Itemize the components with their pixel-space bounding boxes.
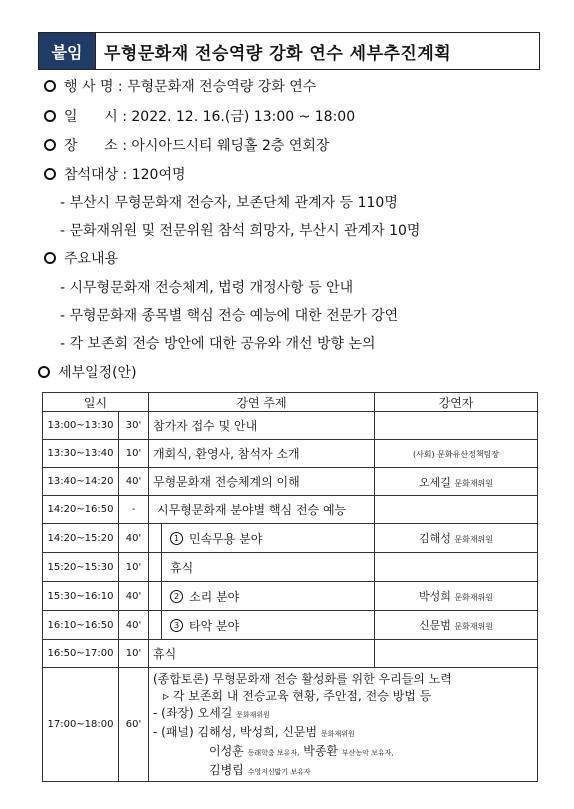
table-row: 13:30~13:40 10' 개회식, 환영사, 참석자 소개 (사회) 문화유산정책팀장 xyxy=(43,440,538,468)
date-line: 일 시 : 2022. 12. 16.(금) 13:00 ~ 18:00 xyxy=(44,108,355,126)
main-content-heading: 주요내용 xyxy=(44,250,118,268)
panel-line: - (패널) 김해성, 박성희, 신문범 문화재위원 xyxy=(153,725,355,739)
panel-line-3: 김병립 수영지신밟기 보유자 xyxy=(209,763,311,777)
table-row: 16:10~16:50 40' 3 타악 분야 신문범 문화재위원 xyxy=(43,611,538,640)
speaker-name: 박성희 xyxy=(418,590,451,603)
attendee-detail-1: - 부산시 무형문화재 전승자, 보존단체 관계자 등 110명 xyxy=(60,195,398,211)
speaker-name: 김해성 xyxy=(418,532,451,545)
table-row: 13:00~13:30 30' 참가자 접수 및 안내 xyxy=(43,412,538,440)
schedule-heading: 세부일정(안) xyxy=(38,364,137,382)
speaker-name: 오세길 xyxy=(418,475,451,489)
event-place: 아시아드시티 웨딩홀 2층 연회장 xyxy=(131,138,330,154)
table-row: 15:20~15:30 10' 휴식 xyxy=(43,553,538,582)
table-row: 14:20~16:50 - 시무형문화재 분야별 핵심 전승 예능 xyxy=(43,496,538,524)
circle-bullet-icon xyxy=(44,139,56,151)
circle-bullet-icon xyxy=(44,252,56,264)
event-date: 2022. 12. 16.(금) 13:00 ~ 18:00 xyxy=(131,109,356,125)
discussion-title: (종합토론) 무형문화재 전승 활성화를 위한 우리들의 노력 xyxy=(153,672,452,686)
speaker-name: (사회) 문화유산정책팀장 xyxy=(412,450,500,459)
circle-bullet-icon xyxy=(44,110,56,122)
moderator-line: - (좌장) 오세길 문화재위원 xyxy=(153,706,270,720)
attachment-badge: 붙임 xyxy=(39,33,96,69)
main-content-1: - 시무형문화재 전승체계, 법령 개정사항 등 안내 xyxy=(60,280,354,296)
table-header-row xyxy=(43,393,538,412)
speaker-role: 문화재위원 xyxy=(454,535,494,544)
circle-bullet-icon xyxy=(44,80,56,92)
main-content-2: - 무형문화재 종목별 핵심 전승 예능에 대한 전문가 강연 xyxy=(60,308,399,324)
number-circle-icon: 1 xyxy=(170,532,183,545)
number-circle-icon: 3 xyxy=(170,619,183,632)
panel-line-2: 이성훈 동래학춤 보유자, 박종환 부산농악 보유자, xyxy=(209,744,394,758)
attendees-line: 참석대상 : 120여명 xyxy=(44,166,186,184)
table-row: 16:50~17:00 10' 휴식 xyxy=(43,640,538,668)
title-box xyxy=(38,32,540,70)
event-name: 무형문화재 전승역량 강화 연수 xyxy=(127,79,317,95)
main-content-3: - 각 보존회 전승 방안에 대한 공유와 개선 방향 논의 xyxy=(60,336,376,352)
header-speaker: 강연자 xyxy=(375,393,538,412)
document-title: 무형문화재 전승역량 강화 연수 세부추진계획 xyxy=(104,43,452,64)
attendee-detail-2: - 문화재위원 및 전문위원 참석 희망자, 부산시 관계자 10명 xyxy=(60,223,421,239)
circle-bullet-icon xyxy=(44,168,56,180)
header-topic: 강연 주제 xyxy=(149,393,375,412)
table-row: 13:40~14:20 40' 무형문화재 전승체계의 이해 오세길 문화재위원 xyxy=(43,468,538,496)
table-row-discussion: 17:00~18:00 60' (종합토론) 무형문화재 전승 활성화를 위한 우리들의 노력 ▹ 각 보존회 내 전승교육 현황, 주안점, 전승 방법 등 - (좌장) 오세길 문화재위원 - (패널) 김해성, 박성희, 신문범 문화재위원 이성훈 동래학춤 보유자, 박종환 부산농악 보유자, 김병립 수영지신밟기 보유자 xyxy=(43,668,538,782)
speaker-name: 신문범 xyxy=(418,619,451,632)
number-circle-icon: 2 xyxy=(170,590,183,603)
place-line: 장 소 : 아시아드시티 웨딩홀 2층 연회장 xyxy=(44,137,329,155)
schedule-table xyxy=(42,392,538,782)
discussion-subtopic: ▹ 각 보존회 내 전승교육 현황, 주안점, 전승 방법 등 xyxy=(163,689,432,703)
header-datetime: 일시 xyxy=(43,393,149,412)
speaker-role: 문화재위원 xyxy=(454,478,494,488)
circle-bullet-icon xyxy=(38,366,50,378)
table-row: 14:20~15:20 40' 1 민속무용 분야 김해성 문화재위원 xyxy=(43,524,538,553)
speaker-role: 문화재위원 xyxy=(454,593,494,602)
speaker-role: 문화재위원 xyxy=(454,622,494,631)
table-row: 15:30~16:10 40' 2 소리 분야 박성희 문화재위원 xyxy=(43,582,538,611)
attendee-count: 120여명 xyxy=(131,167,186,183)
event-name-line: 행 사 명 : 무형문화재 전승역량 강화 연수 xyxy=(44,78,316,96)
